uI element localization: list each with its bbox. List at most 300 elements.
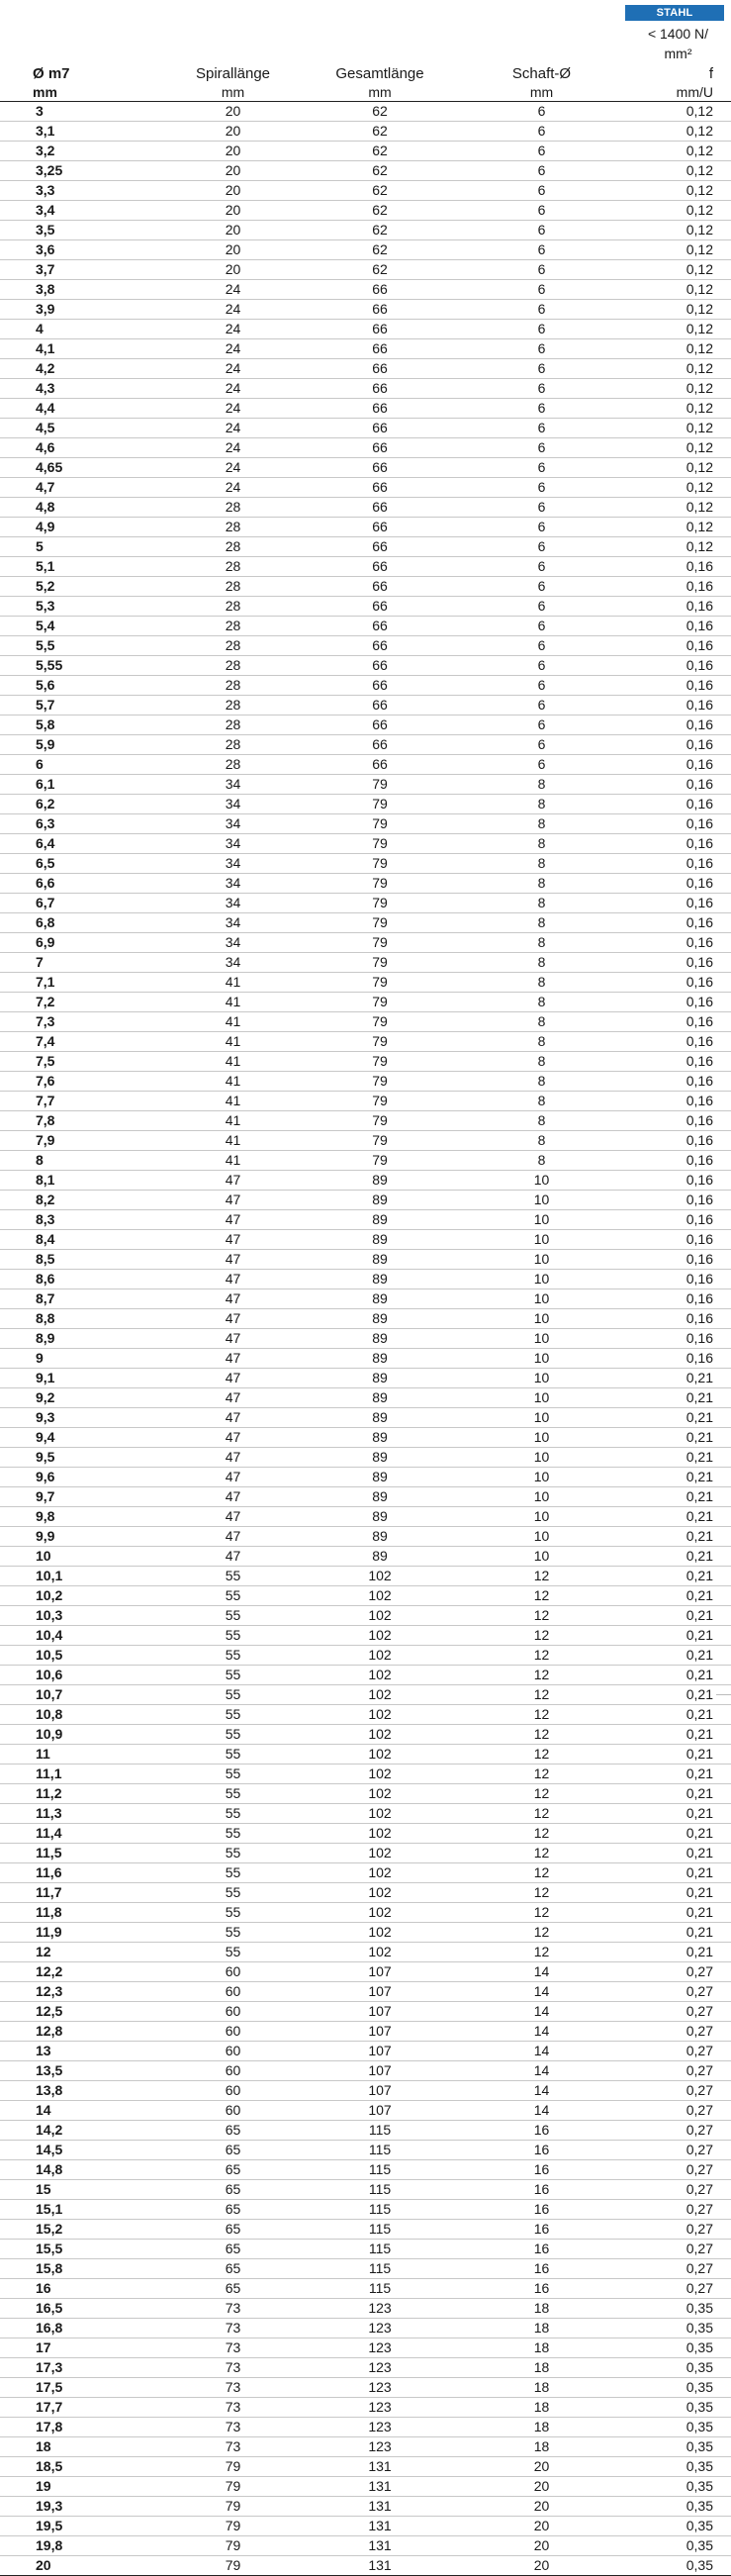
- cell-diameter: 8,1: [0, 1171, 178, 1191]
- cell-diameter: 4,4: [0, 399, 178, 419]
- cell-feed: 0,35: [611, 2358, 731, 2378]
- cell-feed: 0,12: [611, 280, 731, 300]
- cell-total-length: 89: [288, 1210, 472, 1230]
- cell-feed: 0,21: [611, 1507, 731, 1527]
- cell-total-length: 66: [288, 696, 472, 716]
- cell-total-length: 102: [288, 1804, 472, 1824]
- cell-diameter: 19: [0, 2477, 178, 2497]
- cell-shank-diameter: 8: [472, 1032, 611, 1052]
- table-row: [0, 1428, 731, 1448]
- table-row: [0, 1230, 731, 1250]
- cell-diameter: 7: [0, 953, 178, 973]
- cell-shank-diameter: 6: [472, 142, 611, 161]
- cell-diameter: 8,6: [0, 1270, 178, 1289]
- cell-shank-diameter: 12: [472, 1923, 611, 1943]
- cell-flute-length: 41: [178, 1111, 288, 1131]
- cell-diameter: 11,2: [0, 1784, 178, 1804]
- cell-shank-diameter: 8: [472, 795, 611, 814]
- cell-total-length: 66: [288, 676, 472, 696]
- cell-feed: 0,16: [611, 557, 731, 577]
- table-row: [0, 1646, 731, 1666]
- cell-shank-diameter: 12: [472, 1745, 611, 1765]
- cell-feed: 0,12: [611, 399, 731, 419]
- cell-shank-diameter: 6: [472, 636, 611, 656]
- cell-total-length: 131: [288, 2477, 472, 2497]
- table-row: [0, 577, 731, 597]
- table-row: [0, 2517, 731, 2536]
- cell-shank-diameter: 8: [472, 874, 611, 894]
- cell-total-length: 102: [288, 1784, 472, 1804]
- cell-shank-diameter: 12: [472, 1804, 611, 1824]
- cell-total-length: 102: [288, 1903, 472, 1923]
- cell-diameter: 6,2: [0, 795, 178, 814]
- cell-feed: 0,21: [611, 1606, 731, 1626]
- table-row: [0, 1171, 731, 1191]
- cell-feed: 0,16: [611, 1072, 731, 1092]
- cell-flute-length: 55: [178, 1586, 288, 1606]
- table-row: [0, 1131, 731, 1151]
- cell-total-length: 107: [288, 2042, 472, 2061]
- cell-total-length: 79: [288, 814, 472, 834]
- table-row: [0, 399, 731, 419]
- cell-flute-length: 24: [178, 320, 288, 339]
- cell-total-length: 66: [288, 617, 472, 636]
- cell-diameter: 9,8: [0, 1507, 178, 1527]
- cell-diameter: 4: [0, 320, 178, 339]
- table-row: [0, 1527, 731, 1547]
- cell-diameter: 10,4: [0, 1626, 178, 1646]
- cell-flute-length: 55: [178, 1883, 288, 1903]
- cell-flute-length: 55: [178, 1784, 288, 1804]
- cell-diameter: 17: [0, 2338, 178, 2358]
- cell-diameter: 8,2: [0, 1191, 178, 1210]
- cell-feed: 0,16: [611, 953, 731, 973]
- cell-diameter: 17,8: [0, 2418, 178, 2437]
- cell-flute-length: 34: [178, 953, 288, 973]
- cell-shank-diameter: 16: [472, 2200, 611, 2220]
- cell-feed: 0,35: [611, 2378, 731, 2398]
- cell-diameter: 10: [0, 1547, 178, 1567]
- cell-feed: 0,16: [611, 814, 731, 834]
- cell-diameter: 15,8: [0, 2259, 178, 2279]
- cell-diameter: 10,9: [0, 1725, 178, 1745]
- cell-feed: 0,12: [611, 122, 731, 142]
- cell-diameter: 7,3: [0, 1012, 178, 1032]
- cell-shank-diameter: 16: [472, 2160, 611, 2180]
- cell-diameter: 9,2: [0, 1388, 178, 1408]
- cell-shank-diameter: 10: [472, 1527, 611, 1547]
- cell-diameter: 5,55: [0, 656, 178, 676]
- cell-feed: 0,27: [611, 2141, 731, 2160]
- cell-total-length: 102: [288, 1666, 472, 1685]
- cell-diameter: 8: [0, 1151, 178, 1171]
- cell-shank-diameter: 14: [472, 2101, 611, 2121]
- cell-shank-diameter: 18: [472, 2358, 611, 2378]
- cell-shank-diameter: 10: [472, 1210, 611, 1230]
- table-row: [0, 2081, 731, 2101]
- cell-total-length: 62: [288, 201, 472, 221]
- cell-shank-diameter: 18: [472, 2299, 611, 2319]
- cell-flute-length: 47: [178, 1210, 288, 1230]
- cell-feed: 0,21: [611, 1883, 731, 1903]
- header-total-length: Gesamtlänge: [335, 65, 424, 82]
- cell-shank-diameter: 16: [472, 2220, 611, 2240]
- cell-diameter: 16,5: [0, 2299, 178, 2319]
- cell-flute-length: 55: [178, 1666, 288, 1685]
- cell-feed: 0,21: [611, 1487, 731, 1507]
- cell-shank-diameter: 6: [472, 676, 611, 696]
- cell-flute-length: 34: [178, 834, 288, 854]
- table-row: [0, 1784, 731, 1804]
- table-row: [0, 300, 731, 320]
- cell-feed: 0,21: [611, 1705, 731, 1725]
- cell-flute-length: 65: [178, 2200, 288, 2220]
- cell-feed: 0,27: [611, 2259, 731, 2279]
- table-row: [0, 1151, 731, 1171]
- cell-flute-length: 28: [178, 557, 288, 577]
- cell-flute-length: 34: [178, 795, 288, 814]
- cell-flute-length: 73: [178, 2338, 288, 2358]
- cell-diameter: 6,6: [0, 874, 178, 894]
- cell-shank-diameter: 10: [472, 1408, 611, 1428]
- cell-shank-diameter: 10: [472, 1309, 611, 1329]
- cell-diameter: 3,2: [0, 142, 178, 161]
- cell-feed: 0,21: [611, 1923, 731, 1943]
- cell-flute-length: 73: [178, 2418, 288, 2437]
- cell-shank-diameter: 8: [472, 953, 611, 973]
- cell-feed: 0,12: [611, 260, 731, 280]
- cell-total-length: 102: [288, 1765, 472, 1784]
- cell-diameter: 4,1: [0, 339, 178, 359]
- cell-diameter: 10,7: [0, 1685, 178, 1705]
- cell-flute-length: 20: [178, 161, 288, 181]
- cell-total-length: 79: [288, 1111, 472, 1131]
- cell-total-length: 123: [288, 2319, 472, 2338]
- cell-total-length: 107: [288, 1962, 472, 1982]
- cell-flute-length: 28: [178, 696, 288, 716]
- cell-total-length: 102: [288, 1725, 472, 1745]
- cell-shank-diameter: 8: [472, 973, 611, 993]
- material-condition: [625, 24, 731, 63]
- table-row: [0, 122, 731, 142]
- cell-diameter: 9,3: [0, 1408, 178, 1428]
- table-row: [0, 1883, 731, 1903]
- table-row: [0, 1210, 731, 1230]
- cell-feed: 0,16: [611, 1250, 731, 1270]
- cell-flute-length: 47: [178, 1388, 288, 1408]
- cell-flute-length: 60: [178, 2002, 288, 2022]
- cell-total-length: 102: [288, 1685, 472, 1705]
- cell-total-length: 123: [288, 2418, 472, 2437]
- table-row: [0, 894, 731, 913]
- table-row: [0, 1507, 731, 1527]
- cell-shank-diameter: 12: [472, 1844, 611, 1863]
- table-row: [0, 339, 731, 359]
- cell-shank-diameter: 8: [472, 1052, 611, 1072]
- cell-shank-diameter: 12: [472, 1626, 611, 1646]
- cell-flute-length: 60: [178, 2022, 288, 2042]
- cell-flute-length: 20: [178, 201, 288, 221]
- cell-shank-diameter: 6: [472, 300, 611, 320]
- cell-shank-diameter: 6: [472, 656, 611, 676]
- cell-diameter: 12,2: [0, 1962, 178, 1982]
- cell-shank-diameter: 8: [472, 1072, 611, 1092]
- cell-feed: 0,16: [611, 1329, 731, 1349]
- cell-total-length: 62: [288, 260, 472, 280]
- cell-feed: 0,16: [611, 1191, 731, 1210]
- cell-feed: 0,21: [611, 1903, 731, 1923]
- cell-feed: 0,16: [611, 795, 731, 814]
- table-row: [0, 102, 731, 122]
- cell-feed: 0,16: [611, 894, 731, 913]
- cell-flute-length: 28: [178, 636, 288, 656]
- cell-feed: 0,27: [611, 2200, 731, 2220]
- cell-shank-diameter: 10: [472, 1428, 611, 1448]
- table-row: [0, 1072, 731, 1092]
- cell-total-length: 79: [288, 993, 472, 1012]
- cell-total-length: 79: [288, 1052, 472, 1072]
- cell-feed: 0,21: [611, 1685, 731, 1705]
- cell-feed: 0,16: [611, 834, 731, 854]
- cell-feed: 0,12: [611, 161, 731, 181]
- table-row: [0, 161, 731, 181]
- cell-feed: 0,27: [611, 2002, 731, 2022]
- cell-flute-length: 73: [178, 2319, 288, 2338]
- cell-shank-diameter: 6: [472, 161, 611, 181]
- unit-total-length: mm: [288, 83, 472, 102]
- cell-flute-length: 41: [178, 1012, 288, 1032]
- cell-shank-diameter: 12: [472, 1903, 611, 1923]
- cell-flute-length: 65: [178, 2220, 288, 2240]
- cell-flute-length: 28: [178, 518, 288, 537]
- cell-shank-diameter: 8: [472, 1131, 611, 1151]
- cell-diameter: 20: [0, 2556, 178, 2576]
- cell-total-length: 89: [288, 1270, 472, 1289]
- cell-diameter: 11,5: [0, 1844, 178, 1863]
- header-shank-diameter: Schaft-Ø: [511, 65, 572, 82]
- cell-feed: 0,16: [611, 1111, 731, 1131]
- cell-shank-diameter: 20: [472, 2477, 611, 2497]
- cell-feed: 0,21: [611, 1468, 731, 1487]
- cell-total-length: 102: [288, 1883, 472, 1903]
- cell-feed: 0,12: [611, 201, 731, 221]
- cell-total-length: 66: [288, 518, 472, 537]
- cell-diameter: 9,7: [0, 1487, 178, 1507]
- cell-flute-length: 60: [178, 2042, 288, 2061]
- cell-shank-diameter: 6: [472, 122, 611, 142]
- cell-flute-length: 28: [178, 577, 288, 597]
- table-row: [0, 379, 731, 399]
- cell-total-length: 62: [288, 142, 472, 161]
- cell-total-length: 115: [288, 2279, 472, 2299]
- table-row: [0, 2358, 731, 2378]
- cell-flute-length: 41: [178, 1052, 288, 1072]
- cell-flute-length: 47: [178, 1289, 288, 1309]
- table-row: [0, 1289, 731, 1309]
- cell-shank-diameter: 6: [472, 498, 611, 518]
- cell-diameter: 11,4: [0, 1824, 178, 1844]
- cell-total-length: 123: [288, 2338, 472, 2358]
- table-row: [0, 260, 731, 280]
- cell-flute-length: 55: [178, 1765, 288, 1784]
- cell-feed: 0,12: [611, 300, 731, 320]
- table-row: [0, 874, 731, 894]
- cell-diameter: 5,8: [0, 716, 178, 735]
- cell-flute-length: 73: [178, 2358, 288, 2378]
- cell-shank-diameter: 20: [472, 2536, 611, 2556]
- cell-total-length: 79: [288, 834, 472, 854]
- cell-total-length: 89: [288, 1487, 472, 1507]
- cell-total-length: 107: [288, 2002, 472, 2022]
- cell-shank-diameter: 10: [472, 1369, 611, 1388]
- cell-diameter: 15,2: [0, 2220, 178, 2240]
- cell-shank-diameter: 12: [472, 1586, 611, 1606]
- cell-flute-length: 24: [178, 419, 288, 438]
- material-badge: STAHL: [625, 5, 724, 21]
- cell-diameter: 11,7: [0, 1883, 178, 1903]
- cell-feed: 0,16: [611, 1230, 731, 1250]
- table-row: [0, 814, 731, 834]
- cell-shank-diameter: 16: [472, 2121, 611, 2141]
- cell-shank-diameter: 6: [472, 438, 611, 458]
- cell-flute-length: 47: [178, 1369, 288, 1388]
- cell-total-length: 102: [288, 1567, 472, 1586]
- cell-flute-length: 79: [178, 2517, 288, 2536]
- cell-shank-diameter: 12: [472, 1863, 611, 1883]
- table-row: [0, 2259, 731, 2279]
- cell-feed: 0,35: [611, 2437, 731, 2457]
- cell-shank-diameter: 14: [472, 2042, 611, 2061]
- cell-feed: 0,16: [611, 1012, 731, 1032]
- cell-shank-diameter: 6: [472, 617, 611, 636]
- table-row: [0, 1468, 731, 1487]
- cell-diameter: 5,9: [0, 735, 178, 755]
- cell-feed: 0,16: [611, 676, 731, 696]
- cell-feed: 0,27: [611, 2160, 731, 2180]
- cell-diameter: 11: [0, 1745, 178, 1765]
- cell-diameter: 8,9: [0, 1329, 178, 1349]
- cell-total-length: 131: [288, 2497, 472, 2517]
- cell-total-length: 115: [288, 2141, 472, 2160]
- cell-diameter: 15,1: [0, 2200, 178, 2220]
- cell-feed: 0,35: [611, 2457, 731, 2477]
- cell-diameter: 5: [0, 537, 178, 557]
- cell-diameter: 6,1: [0, 775, 178, 795]
- cell-shank-diameter: 14: [472, 2022, 611, 2042]
- cell-total-length: 62: [288, 122, 472, 142]
- table-row: [0, 1606, 731, 1626]
- table-row: [0, 1705, 731, 1725]
- cell-diameter: 7,8: [0, 1111, 178, 1131]
- table-row: [0, 913, 731, 933]
- cell-diameter: 19,5: [0, 2517, 178, 2536]
- cell-total-length: 107: [288, 2081, 472, 2101]
- table-row: [0, 201, 731, 221]
- table-row: [0, 2338, 731, 2358]
- cell-flute-length: 34: [178, 775, 288, 795]
- cell-diameter: 10,6: [0, 1666, 178, 1685]
- cell-flute-length: 79: [178, 2536, 288, 2556]
- cell-feed: 0,35: [611, 2497, 731, 2517]
- cell-diameter: 7,2: [0, 993, 178, 1012]
- cell-flute-length: 47: [178, 1468, 288, 1487]
- cell-shank-diameter: 14: [472, 1962, 611, 1982]
- table-row: [0, 1270, 731, 1289]
- cell-total-length: 79: [288, 1072, 472, 1092]
- cell-diameter: 14,2: [0, 2121, 178, 2141]
- cell-feed: 0,35: [611, 2398, 731, 2418]
- cell-shank-diameter: 10: [472, 1250, 611, 1270]
- cell-flute-length: 65: [178, 2160, 288, 2180]
- cell-feed: 0,12: [611, 498, 731, 518]
- cell-shank-diameter: 12: [472, 1685, 611, 1705]
- cell-total-length: 62: [288, 221, 472, 240]
- table-row: [0, 755, 731, 775]
- cell-diameter: 4,2: [0, 359, 178, 379]
- table-row: [0, 2299, 731, 2319]
- cell-feed: 0,12: [611, 181, 731, 201]
- table-row: [0, 1863, 731, 1883]
- cell-feed: 0,12: [611, 320, 731, 339]
- cell-shank-diameter: 14: [472, 2061, 611, 2081]
- table-row: [0, 419, 731, 438]
- cell-feed: 0,12: [611, 142, 731, 161]
- cell-shank-diameter: 6: [472, 537, 611, 557]
- cell-shank-diameter: 12: [472, 1606, 611, 1626]
- table-row: [0, 2418, 731, 2437]
- cell-total-length: 102: [288, 1646, 472, 1666]
- cell-shank-diameter: 18: [472, 2338, 611, 2358]
- table-row: [0, 696, 731, 716]
- cell-diameter: 7,7: [0, 1092, 178, 1111]
- cell-flute-length: 55: [178, 1844, 288, 1863]
- cell-diameter: 8,3: [0, 1210, 178, 1230]
- table-row: [0, 1052, 731, 1072]
- cell-diameter: 3,7: [0, 260, 178, 280]
- cell-shank-diameter: 10: [472, 1487, 611, 1507]
- cell-flute-length: 24: [178, 438, 288, 458]
- cell-shank-diameter: 16: [472, 2259, 611, 2279]
- cell-diameter: 10,1: [0, 1567, 178, 1586]
- cell-diameter: 6,5: [0, 854, 178, 874]
- cell-shank-diameter: 16: [472, 2180, 611, 2200]
- cell-feed: 0,21: [611, 1666, 731, 1685]
- table-row: [0, 1547, 731, 1567]
- cell-total-length: 66: [288, 577, 472, 597]
- cell-feed: 0,12: [611, 240, 731, 260]
- cell-flute-length: 55: [178, 1567, 288, 1586]
- cell-diameter: 11,8: [0, 1903, 178, 1923]
- cell-total-length: 66: [288, 419, 472, 438]
- cell-total-length: 79: [288, 1131, 472, 1151]
- cell-flute-length: 47: [178, 1527, 288, 1547]
- cell-shank-diameter: 8: [472, 1092, 611, 1111]
- cell-total-length: 66: [288, 399, 472, 419]
- cell-flute-length: 24: [178, 339, 288, 359]
- table-row: [0, 735, 731, 755]
- table-row: [0, 518, 731, 537]
- cell-shank-diameter: 18: [472, 2378, 611, 2398]
- cell-flute-length: 55: [178, 1923, 288, 1943]
- table-row: [0, 1369, 731, 1388]
- table-row: [0, 359, 731, 379]
- table-row: [0, 320, 731, 339]
- table-row: [0, 1982, 731, 2002]
- unit-diameter: mm: [0, 83, 178, 102]
- cell-feed: 0,35: [611, 2536, 731, 2556]
- cell-flute-length: 24: [178, 379, 288, 399]
- cell-diameter: 6,8: [0, 913, 178, 933]
